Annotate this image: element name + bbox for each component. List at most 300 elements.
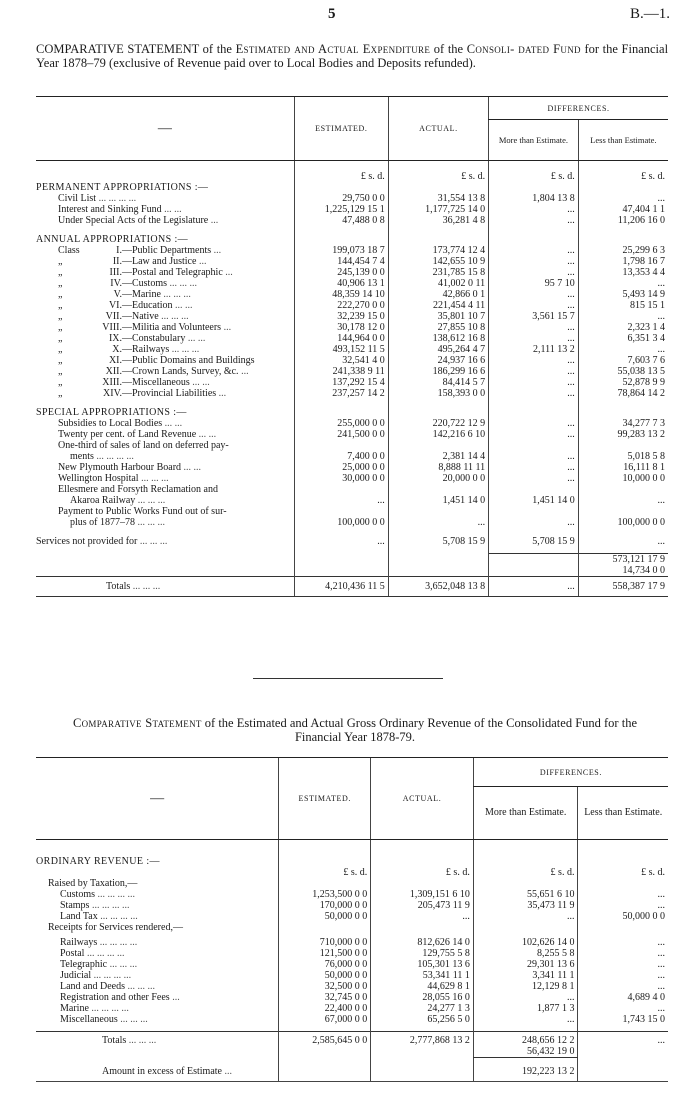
- cell-est: 1,253,500 0 0: [279, 889, 371, 900]
- section-heading: SPECIAL APPROPRIATIONS :—: [36, 407, 187, 418]
- totals-row: [36, 577, 668, 597]
- table-row: [36, 981, 668, 992]
- cell-est: 67,000 0 0: [279, 1014, 371, 1025]
- cell-est: 30,178 12 0: [294, 322, 388, 333]
- table-row: [36, 451, 668, 462]
- row-description: Postal: [60, 948, 85, 959]
- cell-est: 170,000 0 0: [279, 900, 371, 911]
- cell-est: 4,210,436 11 5: [294, 577, 388, 597]
- cell-act: 5,708 15 9: [388, 536, 488, 547]
- cell-act: 65,256 5 0: [371, 1014, 474, 1025]
- cell-act: [388, 506, 488, 517]
- cell-less: ...: [578, 278, 668, 289]
- cell-more: ...: [489, 300, 579, 311]
- section-heading-row: [36, 234, 668, 245]
- row-label: [36, 937, 279, 948]
- row-label: [36, 256, 294, 267]
- row-description: Twenty per cent. of Land Revenue: [58, 429, 197, 440]
- class-number: XI.: [108, 355, 122, 366]
- row-description: Stamps: [60, 900, 90, 911]
- cell-est: 40,906 13 1: [294, 278, 388, 289]
- header-more-than: More than Estimate.: [489, 120, 579, 161]
- units-act: £ s. d.: [371, 867, 474, 878]
- cell-more: 248,656 12 2: [473, 1032, 578, 1047]
- section-heading-row: [36, 182, 668, 193]
- expenditure-table: [36, 96, 668, 597]
- cell-less: ...: [578, 889, 668, 900]
- cell-act: 1,309,151 6 10: [371, 889, 474, 900]
- cell-less: 7,603 7 6: [578, 355, 668, 366]
- cell-est: 47,488 0 8: [294, 215, 388, 226]
- subheading-row: [36, 878, 668, 889]
- cell-est: 241,500 0 0: [294, 429, 388, 440]
- row-description: —Native: [122, 311, 159, 322]
- row-description: Registration and other Fees: [60, 992, 170, 1003]
- cell-est: 144,454 7 4: [294, 256, 388, 267]
- cell-est: 50,000 0 0: [279, 970, 371, 981]
- header-description: —: [36, 97, 294, 161]
- class-number: III.: [109, 267, 122, 278]
- cell-less: 815 15 1: [578, 300, 668, 311]
- row-label: [36, 506, 294, 517]
- cell-more: ...: [473, 992, 578, 1003]
- row-description: —Postal and Telegraphic: [122, 267, 223, 278]
- excess-row: [36, 1066, 668, 1082]
- totals-subrow: [36, 1046, 668, 1058]
- dot-leader: ... ... ...: [137, 536, 168, 547]
- row-description: New Plymouth Harbour Board: [58, 462, 182, 473]
- row-label: [36, 1014, 279, 1025]
- cell-act: ...: [371, 911, 474, 922]
- cell-less: 11,206 16 0: [578, 215, 668, 226]
- cell-est: 245,139 0 0: [294, 267, 388, 278]
- table-row: [36, 1014, 668, 1025]
- cell-less: [578, 484, 668, 495]
- table-row: [36, 256, 668, 267]
- subheading: Raised by Taxation,—: [48, 878, 138, 889]
- cell-less: 34,277 7 3: [578, 418, 668, 429]
- row-label: [36, 377, 294, 388]
- subtotal-less-a: 573,121 17 9: [578, 554, 668, 566]
- cell-excess-more: 192,223 13 2: [473, 1066, 578, 1082]
- table-row: [36, 495, 668, 506]
- subheading-row: [36, 922, 668, 933]
- row-description: Land Tax: [60, 911, 98, 922]
- header-actual: ACTUAL.: [388, 97, 488, 161]
- cell-act: 812,626 14 0: [371, 937, 474, 948]
- dot-leader: ... ... ...: [167, 278, 198, 289]
- cell-more: ...: [489, 215, 579, 226]
- cell-more: ...: [489, 473, 579, 484]
- cell-est: 32,500 0 0: [279, 981, 371, 992]
- cell-less: ...: [578, 948, 668, 959]
- row-description: Interest and Sinking Fund: [58, 204, 162, 215]
- class-prefix: „: [58, 256, 63, 267]
- section-divider: [253, 678, 443, 679]
- table-row: [36, 418, 668, 429]
- dot-leader: ... ... ...: [169, 344, 200, 355]
- cell-act: 158,393 0 0: [388, 388, 488, 399]
- cell-est: 493,152 11 5: [294, 344, 388, 355]
- cell-less: 1,798 16 7: [578, 256, 668, 267]
- cell-more: ...: [489, 517, 579, 528]
- row-description: Under Special Acts of the Legislature: [58, 215, 209, 226]
- units-est: £ s. d.: [279, 867, 371, 878]
- units-est: £ s. d.: [294, 171, 388, 182]
- cell-est: ...: [294, 495, 388, 506]
- cell-more: [489, 440, 579, 451]
- class-number: VI.: [108, 300, 122, 311]
- header-actual: ACTUAL.: [371, 758, 474, 840]
- cell-more: [489, 484, 579, 495]
- cell-less: 55,038 13 5: [578, 366, 668, 377]
- cell-less: 13,353 4 4: [578, 267, 668, 278]
- cell-est: [294, 506, 388, 517]
- class-prefix: „: [58, 355, 63, 366]
- dot-leader: ... ... ...: [158, 311, 189, 322]
- cell-act: 24,277 1 3: [371, 1003, 474, 1014]
- row-description: Wellington Hospital: [58, 473, 139, 484]
- cell-est: 241,338 9 11: [294, 366, 388, 377]
- row-description: —Railways: [122, 344, 170, 355]
- cell-est: 199,073 18 7: [294, 245, 388, 256]
- class-prefix: „: [58, 322, 63, 333]
- cell-est: 255,000 0 0: [294, 418, 388, 429]
- row-label: [36, 440, 294, 451]
- row-label: [36, 366, 294, 377]
- row-description: Miscellaneous: [60, 1014, 118, 1025]
- cell-act: 220,722 12 9: [388, 418, 488, 429]
- dot-leader: ... ... ... ...: [96, 193, 137, 204]
- cell-act: 173,774 12 4: [388, 245, 488, 256]
- row-description: —Education: [122, 300, 173, 311]
- cell-act: 3,652,048 13 8: [388, 577, 488, 597]
- class-number: V.: [113, 289, 122, 300]
- units-act: £ s. d.: [388, 171, 488, 182]
- cell-more: 29,301 13 6: [473, 959, 578, 970]
- table-row: [36, 289, 668, 300]
- cell-less: 5,493 14 9: [578, 289, 668, 300]
- row-label: [36, 495, 294, 506]
- expenditure-statement-title: COMPARATIVE STATEMENT of the Estimated and Actual Expenditure of the Consoli- dated Fund for the Financial Year 1878–79 (exclusive of Revenue paid over to Local Bodies and Deposits refunded).: [36, 42, 669, 70]
- cell-more: 2,111 13 2: [489, 344, 579, 355]
- row-description: —Public Departments: [122, 245, 212, 256]
- cell-est: 144,964 0 0: [294, 333, 388, 344]
- cell-est: 7,400 0 0: [294, 451, 388, 462]
- section-heading: ANNUAL APPROPRIATIONS :—: [36, 234, 189, 245]
- header-estimated: ESTIMATED.: [279, 758, 371, 840]
- units-row: [36, 171, 668, 182]
- table-row: [36, 992, 668, 1003]
- cell-less: [578, 440, 668, 451]
- revenue-table: [36, 757, 668, 1082]
- cell-more: ...: [489, 418, 579, 429]
- table-row-not-provided: [36, 536, 668, 547]
- header-less-than: Less than Estimate.: [578, 787, 668, 840]
- revenue-statement-title: Comparative Statement of the Estimated and Actual Gross Ordinary Revenue of the Consolidated Fund for the Financial Year 1878-79.: [73, 716, 637, 744]
- table-row: [36, 245, 668, 256]
- row-label: [36, 267, 294, 278]
- dot-leader: ... ... ...: [160, 289, 191, 300]
- units-more: £ s. d.: [473, 867, 578, 878]
- table-row: [36, 948, 668, 959]
- cell-act: 36,281 4 8: [388, 215, 488, 226]
- table-row: [36, 889, 668, 900]
- row-description: Railways: [60, 937, 98, 948]
- row-label: [36, 1003, 279, 1014]
- cell-less: ...: [578, 959, 668, 970]
- row-label: [36, 388, 294, 399]
- dot-leader: ...: [211, 245, 222, 256]
- cell-act: 186,299 16 6: [388, 366, 488, 377]
- subtotal-less-b: 14,734 0 0: [578, 565, 668, 577]
- page-header: [0, 6, 700, 26]
- subtotal-row: [36, 565, 668, 577]
- row-description: —Constabulary: [122, 333, 186, 344]
- table-row: [36, 311, 668, 322]
- cell-act: 35,801 10 7: [388, 311, 488, 322]
- cell-more-b: 56,432 19 0: [473, 1046, 578, 1058]
- cell-more: 8,255 5 8: [473, 948, 578, 959]
- cell-more: ...: [489, 429, 579, 440]
- cell-act: 105,301 13 6: [371, 959, 474, 970]
- cell-less: 1,743 15 0: [578, 1014, 668, 1025]
- cell-more: 3,341 11 1: [473, 970, 578, 981]
- row-label: [36, 418, 294, 429]
- cell-est: 50,000 0 0: [279, 911, 371, 922]
- cell-act: 495,264 4 7: [388, 344, 488, 355]
- cell-act: 138,612 16 8: [388, 333, 488, 344]
- row-label: [36, 536, 294, 547]
- class-prefix: „: [58, 377, 63, 388]
- cell-act: 221,454 4 11: [388, 300, 488, 311]
- cell-more: ...: [489, 322, 579, 333]
- dot-leader: ... ... ...: [107, 959, 138, 970]
- row-description: Akaroa Railway: [70, 495, 136, 506]
- class-number: VII.: [105, 311, 122, 322]
- class-number: IV.: [110, 278, 122, 289]
- cell-est: 710,000 0 0: [279, 937, 371, 948]
- cell-act: [388, 484, 488, 495]
- units-less: £ s. d.: [578, 867, 668, 878]
- row-description: ments: [70, 451, 94, 462]
- table-row: [36, 333, 668, 344]
- row-label: [36, 278, 294, 289]
- dot-leader: ... ...: [181, 462, 202, 473]
- cell-more: 5,708 15 9: [489, 536, 579, 547]
- cell-less: 25,299 6 3: [578, 245, 668, 256]
- cell-act: ...: [388, 517, 488, 528]
- totals-text: Totals: [106, 581, 131, 592]
- cell-more: 1,877 1 3: [473, 1003, 578, 1014]
- cell-less: ...: [578, 1032, 668, 1047]
- cell-act: 1,177,725 14 0: [388, 204, 488, 215]
- cell-more: 102,626 14 0: [473, 937, 578, 948]
- cell-less: 558,387 17 9: [578, 577, 668, 597]
- row-description: —Marine: [122, 289, 161, 300]
- cell-act: 129,755 5 8: [371, 948, 474, 959]
- table-row: [36, 377, 668, 388]
- row-label: [36, 215, 294, 226]
- cell-less: 16,111 8 1: [578, 462, 668, 473]
- cell-more: ...: [489, 355, 579, 366]
- cell-act: 42,866 0 1: [388, 289, 488, 300]
- dot-leader: ...: [222, 267, 233, 278]
- dot-leader: ... ...: [172, 300, 193, 311]
- cell-act: 8,888 11 11: [388, 462, 488, 473]
- dot-leader: ...: [221, 1066, 232, 1077]
- cell-est: 29,750 0 0: [294, 193, 388, 204]
- cell-act: 142,216 6 10: [388, 429, 488, 440]
- dot-leader: ... ... ... ...: [97, 937, 138, 948]
- cell-act: 27,855 10 8: [388, 322, 488, 333]
- row-description: Services not provided for: [36, 536, 138, 547]
- cell-less: ...: [578, 536, 668, 547]
- row-description: Telegraphic: [60, 959, 108, 970]
- title-lead: COMPARATIVE STATEMENT: [36, 42, 200, 56]
- cell-less: 2,323 1 4: [578, 322, 668, 333]
- table-row: [36, 355, 668, 366]
- table-row: [36, 322, 668, 333]
- row-description: Judicial: [60, 970, 92, 981]
- class-prefix: „: [58, 388, 63, 399]
- class-prefix: Class: [58, 245, 80, 256]
- class-number: IX.: [108, 333, 122, 344]
- cell-less: 78,864 14 2: [578, 388, 668, 399]
- header-estimated: ESTIMATED.: [294, 97, 388, 161]
- table-row: [36, 204, 668, 215]
- row-description: —Miscellaneous: [122, 377, 190, 388]
- totals-label: [36, 1032, 279, 1047]
- cell-less: [578, 506, 668, 517]
- header-less-than: Less than Estimate.: [578, 120, 668, 161]
- row-label: [36, 484, 294, 495]
- row-label: [36, 355, 294, 366]
- dot-leader: ...: [196, 256, 207, 267]
- class-number: VIII.: [102, 322, 122, 333]
- cell-act: 2,381 14 4: [388, 451, 488, 462]
- dot-leader: ...: [208, 215, 219, 226]
- cell-more: 35,473 11 9: [473, 900, 578, 911]
- dot-leader: ... ... ... ...: [93, 451, 134, 462]
- cell-less: ...: [578, 344, 668, 355]
- table-row: [36, 484, 668, 495]
- cell-act: [388, 440, 488, 451]
- cell-more: [489, 506, 579, 517]
- table-row: [36, 267, 668, 278]
- cell-est: 100,000 0 0: [294, 517, 388, 528]
- dot-leader: ... ... ...: [126, 1035, 157, 1046]
- cell-act: 205,473 11 9: [371, 900, 474, 911]
- cell-est: ...: [294, 536, 388, 547]
- dot-leader: ...: [221, 322, 232, 333]
- cell-more: 3,561 15 7: [489, 311, 579, 322]
- cell-more: ...: [489, 267, 579, 278]
- row-label: [36, 948, 279, 959]
- row-label: [36, 289, 294, 300]
- dot-leader: ... ... ...: [124, 981, 155, 992]
- cell-less: ...: [578, 937, 668, 948]
- cell-est: 25,000 0 0: [294, 462, 388, 473]
- cell-act: 142,655 10 9: [388, 256, 488, 267]
- class-number: X.: [112, 344, 122, 355]
- cell-est: 48,359 14 10: [294, 289, 388, 300]
- cell-more: ...: [489, 289, 579, 300]
- cell-more: 1,804 13 8: [489, 193, 579, 204]
- row-description: plus of 1877–78: [70, 517, 135, 528]
- row-description: Civil List: [58, 193, 97, 204]
- cell-est: 30,000 0 0: [294, 473, 388, 484]
- cell-less: ...: [578, 193, 668, 204]
- cell-more: ...: [489, 204, 579, 215]
- row-label: [36, 204, 294, 215]
- dot-leader: ... ... ...: [135, 517, 165, 528]
- class-prefix: „: [58, 278, 63, 289]
- dot-leader: ... ...: [162, 418, 183, 429]
- class-prefix: „: [58, 344, 63, 355]
- table-row: [36, 278, 668, 289]
- class-prefix: „: [58, 300, 63, 311]
- units-row: [36, 867, 668, 878]
- row-label: [36, 311, 294, 322]
- row-label: [36, 517, 294, 528]
- header-differences: DIFFERENCES.: [489, 97, 668, 120]
- dot-leader: ...: [216, 388, 227, 399]
- cell-act: 31,554 13 8: [388, 193, 488, 204]
- table-row: [36, 473, 668, 484]
- units-more: £ s. d.: [489, 171, 579, 182]
- dot-leader: ... ... ...: [138, 473, 169, 484]
- row-label: [36, 911, 279, 922]
- subtotal-row: [36, 554, 668, 566]
- table-row: [36, 1003, 668, 1014]
- class-number: XII.: [105, 366, 122, 377]
- row-description: —Customs: [122, 278, 168, 289]
- cell-less: 52,878 9 9: [578, 377, 668, 388]
- cell-more: ...: [489, 333, 579, 344]
- table-row: [36, 937, 668, 948]
- cell-more: ...: [489, 366, 579, 377]
- row-description: —Law and Justice: [122, 256, 197, 267]
- row-label: [36, 193, 294, 204]
- cell-act: 20,000 0 0: [388, 473, 488, 484]
- dot-leader: ... ... ... ...: [88, 1003, 129, 1014]
- dot-leader: ...: [238, 366, 249, 377]
- cell-act: 24,937 16 6: [388, 355, 488, 366]
- cell-less: ...: [578, 495, 668, 506]
- excess-label: [36, 1066, 279, 1082]
- row-label: [36, 900, 279, 911]
- row-label: [36, 970, 279, 981]
- cell-less: 47,404 1 1: [578, 204, 668, 215]
- header-more-than: More than Estimate.: [473, 787, 578, 840]
- cell-more: ...: [489, 451, 579, 462]
- table-row: [36, 344, 668, 355]
- totals-label: [36, 577, 294, 597]
- cell-est: 76,000 0 0: [279, 959, 371, 970]
- dot-leader: ...: [169, 992, 180, 1003]
- dot-leader: ... ... ... ...: [84, 948, 125, 959]
- class-number: XIII.: [102, 377, 122, 388]
- cell-act: 44,629 8 1: [371, 981, 474, 992]
- dot-leader: ... ... ...: [130, 581, 161, 592]
- dot-leader: ... ... ... ...: [97, 911, 138, 922]
- row-label: [36, 429, 294, 440]
- row-label: [36, 300, 294, 311]
- table-row: [36, 440, 668, 451]
- table-row: [36, 506, 668, 517]
- section-heading-row: [36, 856, 668, 867]
